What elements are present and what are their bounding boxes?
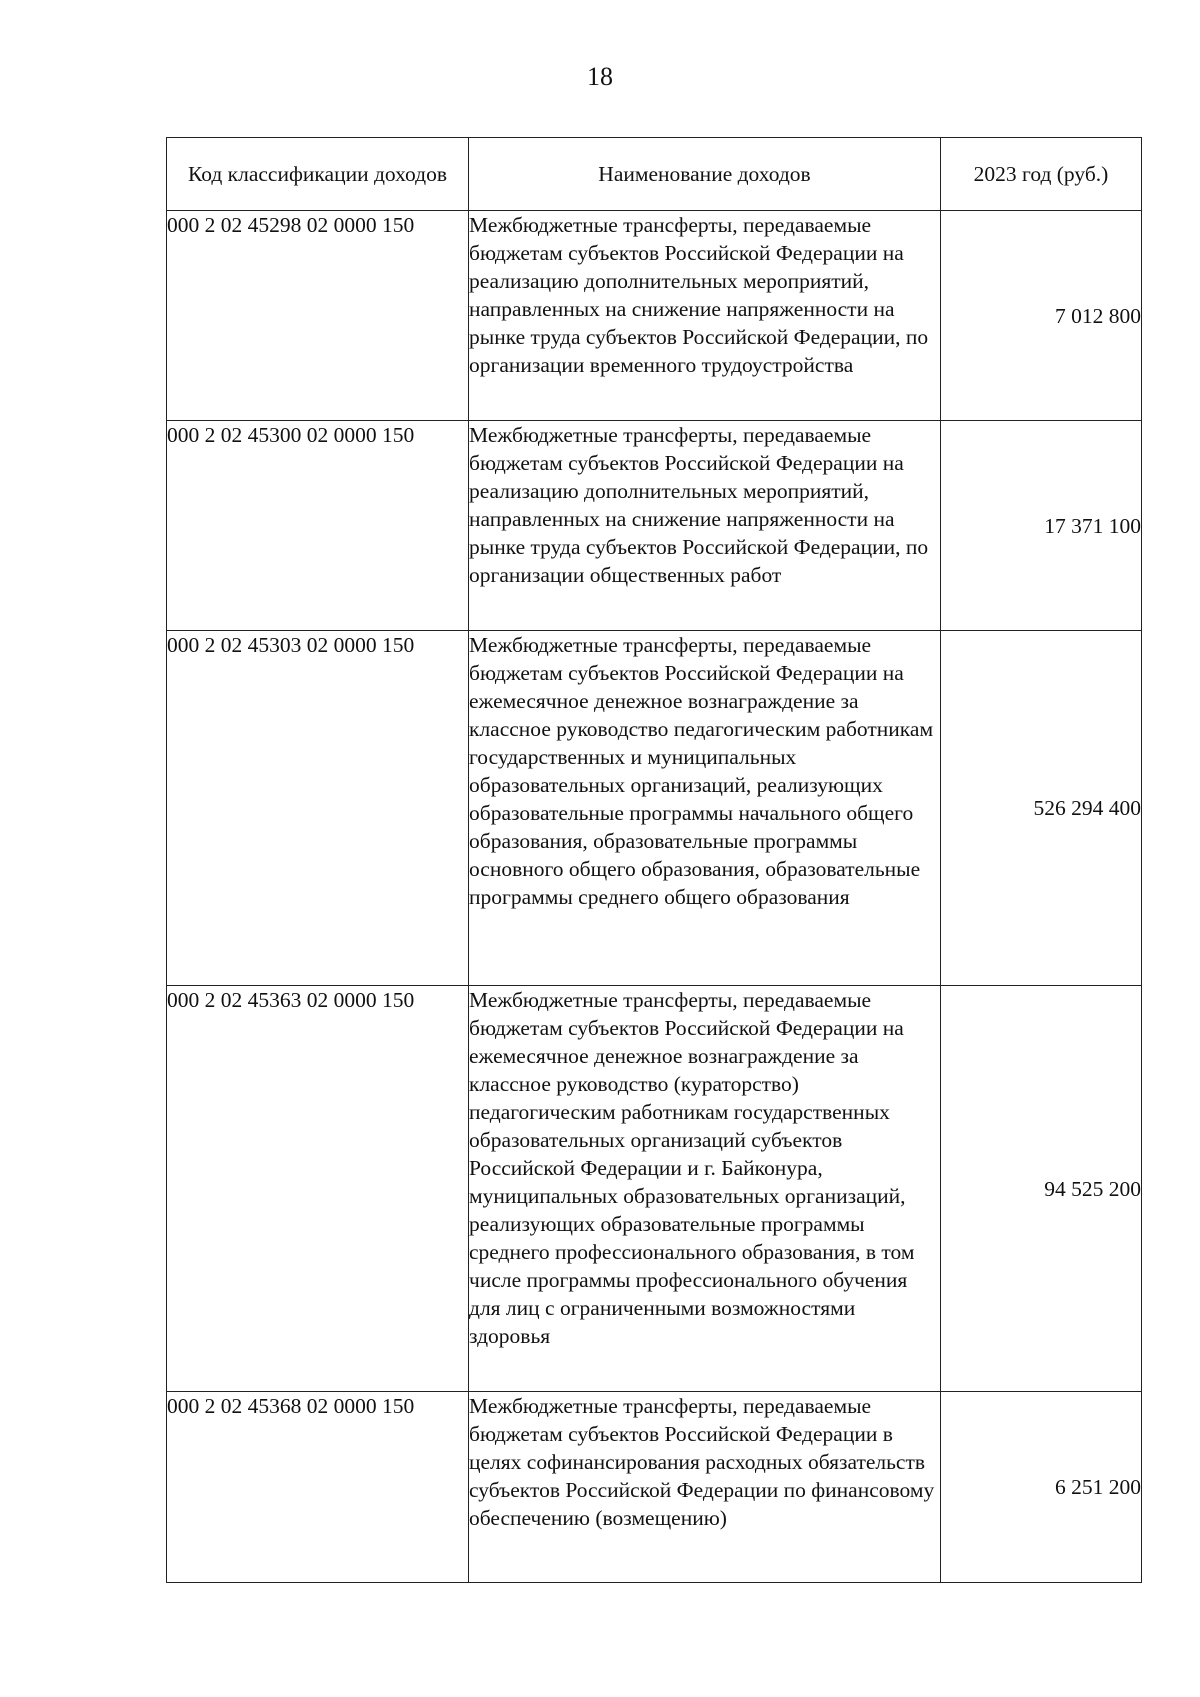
page-number: 18	[587, 62, 613, 91]
row-code: 000 2 02 45303 02 0000 150	[167, 631, 469, 986]
table-row	[167, 421, 1142, 631]
row-code: 000 2 02 45300 02 0000 150	[167, 421, 469, 631]
row-name: Межбюджетные трансферты, передаваемые бюджетам субъектов Российской Федерации на реализацию дополнительных мероприятий, направленных на снижение напряженности на рынке труда субъектов Российской Федерации, по организации общественных работ	[469, 421, 941, 631]
row-code: 000 2 02 45363 02 0000 150	[167, 986, 469, 1392]
header-code: Код классификации доходов	[167, 138, 469, 211]
row-amount: 7 012 800	[941, 211, 1142, 421]
row-name: Межбюджетные трансферты, передаваемые бюджетам субъектов Российской Федерации на ежемесячное денежное вознаграждение за классное руководство (кураторство) педагогическим работникам государственных образовательных организаций субъектов Российской Федерации и г. Байконура, муниципальных образовательных организаций, реализующих образовательные программы среднего профессионального образования, в том числе программы профессионального обучения для лиц с ограниченными возможностями здоровья	[469, 986, 941, 1392]
header-year: 2023 год (руб.)	[941, 138, 1142, 211]
row-name: Межбюджетные трансферты, передаваемые бюджетам субъектов Российской Федерации в целях софинансирования расходных обязательств субъектов Российской Федерации по финансовому обеспечению (возмещению)	[469, 1392, 941, 1583]
table-row	[167, 211, 1142, 421]
table-row	[167, 631, 1142, 986]
row-amount: 94 525 200	[941, 986, 1142, 1392]
table-row	[167, 1392, 1142, 1583]
table-row	[167, 986, 1142, 1392]
row-code: 000 2 02 45298 02 0000 150	[167, 211, 469, 421]
revenue-table	[166, 137, 1142, 1583]
header-name: Наименование доходов	[469, 138, 941, 211]
row-code: 000 2 02 45368 02 0000 150	[167, 1392, 469, 1583]
row-amount: 6 251 200	[941, 1392, 1142, 1583]
row-name: Межбюджетные трансферты, передаваемые бюджетам субъектов Российской Федерации на реализацию дополнительных мероприятий, направленных на снижение напряженности на рынке труда субъектов Российской Федерации, по организации временного трудоустройства	[469, 211, 941, 421]
table-header-row	[167, 138, 1142, 211]
row-name: Межбюджетные трансферты, передаваемые бюджетам субъектов Российской Федерации на ежемесячное денежное вознаграждение за классное руководство педагогическим работникам государственных и муниципальных образовательных организаций, реализующих образовательные программы начального общего образования, образовательные программы основного общего образования, образовательные программы среднего общего образования	[469, 631, 941, 986]
row-amount: 17 371 100	[941, 421, 1142, 631]
row-amount: 526 294 400	[941, 631, 1142, 986]
